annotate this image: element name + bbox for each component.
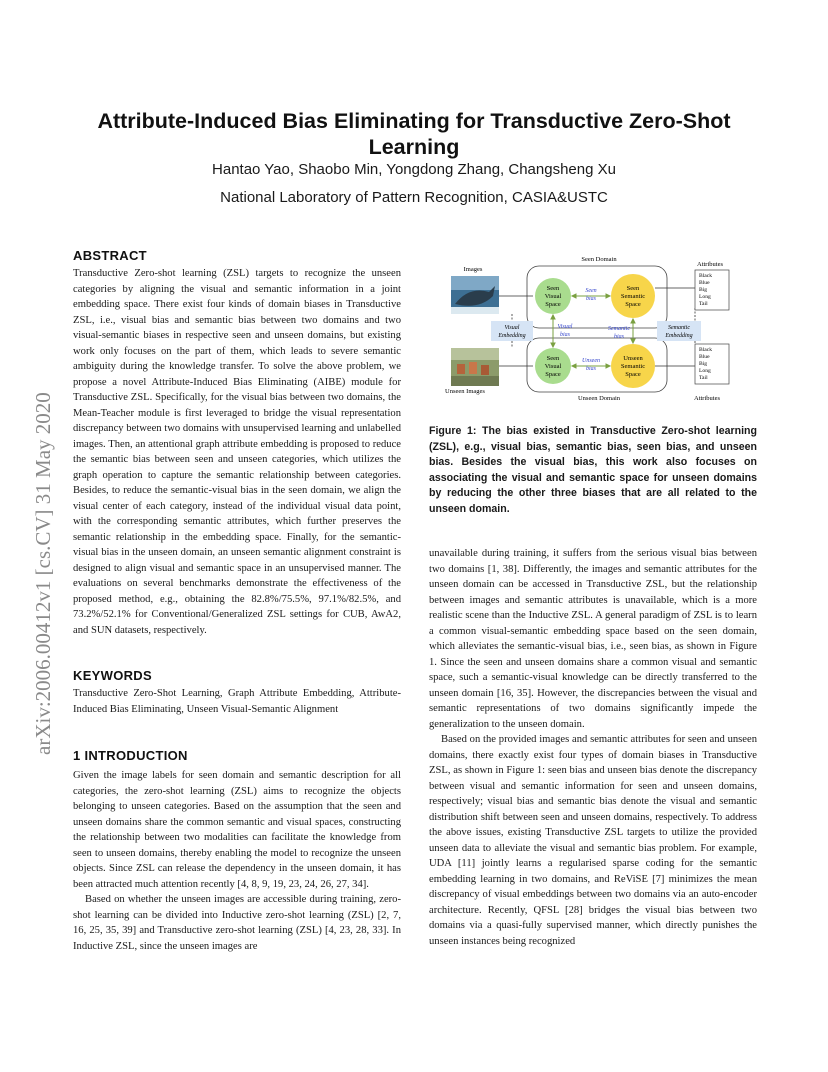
attribute-item: Big bbox=[699, 361, 708, 367]
attribute-item: Tail bbox=[699, 375, 708, 381]
node-label: Unseen bbox=[623, 355, 643, 362]
node-label: Seen bbox=[546, 355, 560, 362]
arxiv-stamp bbox=[20, 270, 60, 760]
semantic-bias-label: bias bbox=[613, 334, 625, 340]
seen-domain-label: Seen Domain bbox=[581, 256, 617, 263]
right-column-body bbox=[429, 546, 757, 949]
semantic-embedding-label: Semantic bbox=[668, 325, 690, 331]
intro-paragraph-2: Based on whether the unseen images are accessible during training, zero-shot learning can be divided into Inductive zero-shot learning (ZSL) [2, 7, 16, 25, 35, 39] and Transductive zero-shot learning (ZSL) [4, 23, 28, 33]. In Inductive ZSL, since the unseen images are bbox=[73, 894, 401, 952]
seen-bias-label: bias bbox=[585, 296, 597, 302]
abstract-heading: ABSTRACT bbox=[73, 248, 147, 263]
seen-bias-label: Seen bbox=[585, 288, 597, 294]
right-paragraph-1: unavailable during training, it suffers from the serious visual bias between two domains [1, 38]. Differently, the images and semantic attributes for the unseen domain can be accessed in Transductive ZSL, but the relationship between images and semantic attributes is unavailable, which is a more realistic scene than the Inductive ZSL. A general paradigm of ZSL is to learn a common visual-semantic embedding space based on the seen domain, which alleviates the semantic-visual bias, i.e., seen bias, as shown in Figure 1. Since the seen and unseen domains share a common visual and semantic space, such a semantic-visual knowledge can be directly transferred to the unseen domain [16, 35]. However, the discrepancies between the visual and semantic representations of two domains significantly impede the generalization to the unseen domain. bbox=[429, 548, 757, 730]
visual-embedding-label: Embedding bbox=[498, 333, 526, 339]
node-label: Space bbox=[625, 371, 641, 378]
attribute-item: Long bbox=[699, 294, 711, 300]
attribute-item: Blue bbox=[699, 354, 710, 360]
attributes-top-label: Attributes bbox=[697, 261, 723, 268]
node-label: Seen bbox=[626, 285, 640, 292]
semantic-embedding-label: Embedding bbox=[665, 333, 693, 339]
visual-embedding-label: Visual bbox=[504, 325, 520, 331]
node-label: Seen bbox=[546, 285, 560, 292]
semantic-bias-label: Semantic bbox=[608, 326, 630, 332]
arxiv-id-text: arXiv:2006.00412v1 [cs.CV] 31 May 2020 bbox=[31, 392, 55, 755]
node-label: Semantic bbox=[620, 293, 646, 300]
affiliation: National Laboratory of Pattern Recognition, CASIA&USTC bbox=[220, 189, 608, 206]
right-paragraph-2: Based on the provided images and semantic attributes for seen and unseen domains, there exactly exist four types of domain biases in Transductive ZSL, as shown in Figure 1: seen bias and unseen bias denote the discrepancy between visual and semantic information for seen and unseen domains, respectively; visual bias and semantic bias denote the visual and semantic distribution shift between seen and unseen domains, respectively. To address the above issues, existing Transductive ZSL targets to utilize the provided unseen data to alleviate the visual and semantic bias problem. For example, UDA [11] jointly learns a regularised sparse coding for the semantic embedding learning in two domains, and ReViSE [7] minimizes the mean discrepancy of visual embeddings between two domains via an auto-encoder architecture. Recently, QFSL [28] bridges the visual bias between two domains via a quasi-fully supervised manner, which directly punishes the unseen instances being recognized bbox=[429, 734, 757, 947]
unseen-bias-label: bias bbox=[585, 366, 597, 372]
node-label: Space bbox=[625, 301, 641, 308]
unseen-bias-label: Unseen bbox=[582, 358, 600, 364]
figure-1 bbox=[429, 252, 757, 404]
attributes-bottom-label: Attributes bbox=[694, 395, 720, 402]
attribute-item: Blue bbox=[699, 280, 710, 286]
node-label: Space bbox=[545, 301, 561, 308]
attribute-item: Black bbox=[699, 347, 713, 353]
node-label: Visual bbox=[544, 363, 562, 370]
figure-diagram bbox=[429, 252, 757, 404]
authors: Hantao Yao, Shaobo Min, Yongdong Zhang, Changsheng Xu bbox=[212, 161, 616, 178]
paper-title: Attribute-Induced Bias Eliminating for Transductive Zero-Shot Learning bbox=[97, 109, 731, 159]
attribute-item: Black bbox=[699, 273, 713, 279]
animals-image bbox=[451, 348, 499, 386]
node-label: Semantic bbox=[620, 363, 646, 370]
visual-bias-label: bias bbox=[559, 332, 571, 338]
unseen-images-label: Unseen Images bbox=[445, 388, 485, 395]
attribute-item: Tail bbox=[699, 301, 708, 307]
attribute-item: Big bbox=[699, 287, 708, 293]
node-label: Visual bbox=[544, 293, 562, 300]
images-label: Images bbox=[463, 266, 483, 273]
figure-1-caption: Figure 1: The bias existed in Transductive Zero-shot learning (ZSL), e.g., visual bias, semantic bias, seen bias, and unseen bias. Besides the visual bias, this work also focuses on associating the visual and semantic space for unseen domains by reducing the other three biases that are all related to the unseen domain. bbox=[429, 425, 757, 515]
node-label: Space bbox=[545, 371, 561, 378]
keywords-heading: KEYWORDS bbox=[73, 668, 152, 683]
abstract-text: Transductive Zero-shot learning (ZSL) targets to recognize the unseen categories by aligning the visual and semantic information in a joint embedding space. There exist four kinds of domain biases in Transductive ZSL, i.e., visual bias and semantic bias between two domains and two visual-semantic biases in respective seen and unseen domains, but existing work only focuses on the part of them, which leads to severe semantic ambiguity during the knowledge transfer. To solve the above problem, we propose a novel Attribute-Induced Bias Eliminating (AIBE) module for Transductive ZSL. Specifically, for the visual bias between two domains, the Mean-Teacher module is first leveraged to bridge the visual representation discrepancy between two domains with unsupervised learning and unlabelled images. Then, an attentional graph attribute embedding is proposed to reduce the semantic bias between seen and unseen categories, which utilizes the graph operation to capture the semantic relationship between categories. Besides, to reduce the semantic-visual bias in the seen domain, we align the visual center of each category, instead of the individual visual data point, with the corresponding semantic attributes, which further preserves the semantic relationship in the embedding space. Finally, for the semantic-visual bias in the unseen domain, an unseen semantic alignment constraint is designed to align visual and semantic space in an unsupervised manner. The evaluations on several benchmarks demonstrate the effectiveness of the proposed method, e.g., obtaining the 82.8%/75.5%, 97.1%/82.5%, and 73.2%/52.1% for Conventional/Generalized ZSL settings for CUB, AwA2, and SUN datasets, respectively. bbox=[73, 268, 401, 636]
introduction-heading: 1 INTRODUCTION bbox=[73, 748, 188, 763]
keywords-text: Transductive Zero-Shot Learning, Graph Attribute Embedding, Attribute-Induced Bias Eliminating, Unseen Visual-Semantic Alignment bbox=[73, 688, 401, 715]
visual-bias-label: Visual bbox=[557, 324, 573, 330]
whale-image bbox=[451, 276, 499, 314]
unseen-domain-label: Unseen Domain bbox=[577, 395, 621, 402]
introduction-body bbox=[73, 768, 401, 954]
intro-paragraph-1: Given the image labels for seen domain and semantic description for all categories, the zero-shot learning (ZSL) aims to recognize the objects belonging to unseen categories. Based on the assumption that the seen and unseen domains share the common semantic and visual spaces, constructing the relationship between two modalities can facilitate the knowledge from seen to unseen domains, thereby enabling the model to recognize the unseen objects. Since ZSL can release the dependency in the unseen domain, it has been attracted much attention recently [4, 8, 9, 19, 23, 24, 26, 27, 34]. bbox=[73, 770, 401, 890]
arxiv-stamp-svg bbox=[20, 270, 60, 760]
attribute-item: Long bbox=[699, 368, 711, 374]
